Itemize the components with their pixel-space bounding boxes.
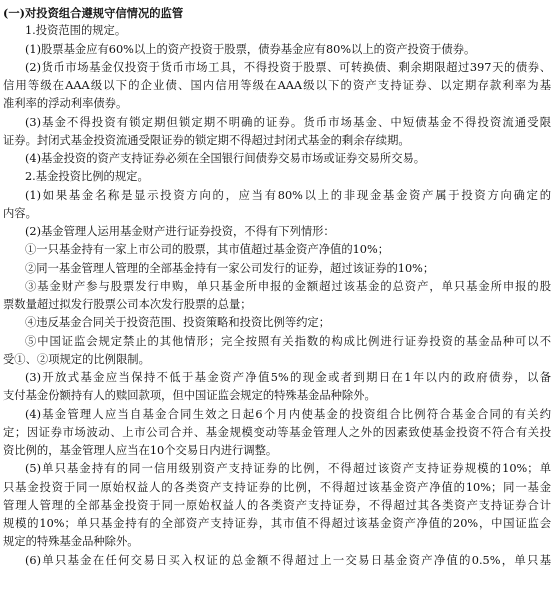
text-line: (5)单只基金持有的同一信用级别资产支持证券的比例，不得超过该资产支持证券规模的10%；单 <box>25 462 551 476</box>
text-line: 票数量超过拟发行股票公司本次发行股票的总量； <box>3 298 252 311</box>
text-line: ②同一基金管理人管理的全部基金持有一家公司发行的证券，超过该证券的10%； <box>25 261 435 275</box>
text-line: 只基金投资于同一原始权益人的各类资产支持证券的比例，不得超过该基金资产净值的10%；同一基金 <box>3 480 551 494</box>
text-line: 准利率的浮动利率债券。 <box>3 97 128 111</box>
text-line: (6)单只基金在任何交易日买入权证的总金额不得超过上一交易日基金资产净值的0.5%，单只基 <box>25 553 551 567</box>
text-line: ④违反基金合同关于投资范围、投资策略和投资比例等约定； <box>25 316 331 330</box>
text-line: 定；因证券市场波动、上市公司合并、基金规模变动等基金管理人之外的因素致使基金投资不符合有关投 <box>3 425 551 439</box>
text-line: (4)基金投资的资产支持证券必须在全国银行间债券交易市场或证券交易所交易。 <box>25 152 426 165</box>
text-line: 信用等级在AAA级以下的企业债、国内信用等级在AAA级以下的资产支持证券、以定期存款利率为基 <box>3 79 551 92</box>
text-line: 管理人管理的全部基金投资于同一原始权益人的各类资产支持证券，不得超过其各类资产支持证券合计 <box>3 498 551 512</box>
text-line: 规定的特殊基金品种除外。 <box>3 535 139 549</box>
text-line: (1)股票基金应有60%以上的资产投资于股票，债券基金应有80%以上的资产投资于债券。 <box>25 42 476 56</box>
document-page <box>3 4 551 570</box>
text-line: 支付基金份额持有人的赎回款项，但中国证监会规定的特殊基金品种除外。 <box>3 389 376 403</box>
text-line: (3)基金不得投资有锁定期但锁定期不明确的证券。货币市场基金、中短债基金不得投资流通受限 <box>25 115 551 129</box>
text-line: 证券。封闭式基金投资流通受限证券的锁定期不得超过封闭式基金的剩余存续期。 <box>3 133 410 147</box>
text-line: (4)基金管理人应当自基金合同生效之日起6个月内使基金的投资组合比例符合基金合同的有关约 <box>25 407 551 421</box>
text-line: ①一只基金持有一家上市公司的股票，其市值超过基金资产净值的10%； <box>25 243 390 257</box>
text-line: ⑤中国证监会规定禁止的其他情形；完全按照有关指数的构成比例进行证券投资的基金品种可以不 <box>25 334 551 348</box>
text-line: 1.投资范围的规定。 <box>25 24 127 38</box>
text-line: 资比例的，基金管理人应当在10个交易日内进行调整。 <box>3 444 278 457</box>
text-line: (3)开放式基金应当保持不低于基金资产净值5%的现金或者到期日在1年以内的政府债券，以备 <box>25 371 551 384</box>
text-line: 受①、②项规定的比例限制。 <box>3 352 150 366</box>
text-line: (2)基金管理人运用基金财产进行证券投资，不得有下列情形： <box>25 225 335 238</box>
text-line: ③基金财产参与股票发行申购，单只基金所申报的金额超过该基金的总资产，单只基金所申报的股 <box>25 279 551 293</box>
text-line: 内容。 <box>3 206 37 220</box>
text-line: (1)如果基金名称是显示投资方向的，应当有80%以上的非现金基金资产属于投资方向确定的 <box>25 188 551 202</box>
text-line: (2)货币市场基金仅投资于货币市场工具，不得投资于股票、可转换债、剩余期限超过397天的债券、 <box>25 60 551 74</box>
text-line: 规模的10%；单只基金持有的全部资产支持证券，其市值不得超过该基金资产净值的20%，中国证监会 <box>3 517 551 530</box>
section-heading: (一)对投资组合遵规守信情况的监管 <box>3 6 184 20</box>
text-line: 2.基金投资比例的规定。 <box>25 170 149 184</box>
